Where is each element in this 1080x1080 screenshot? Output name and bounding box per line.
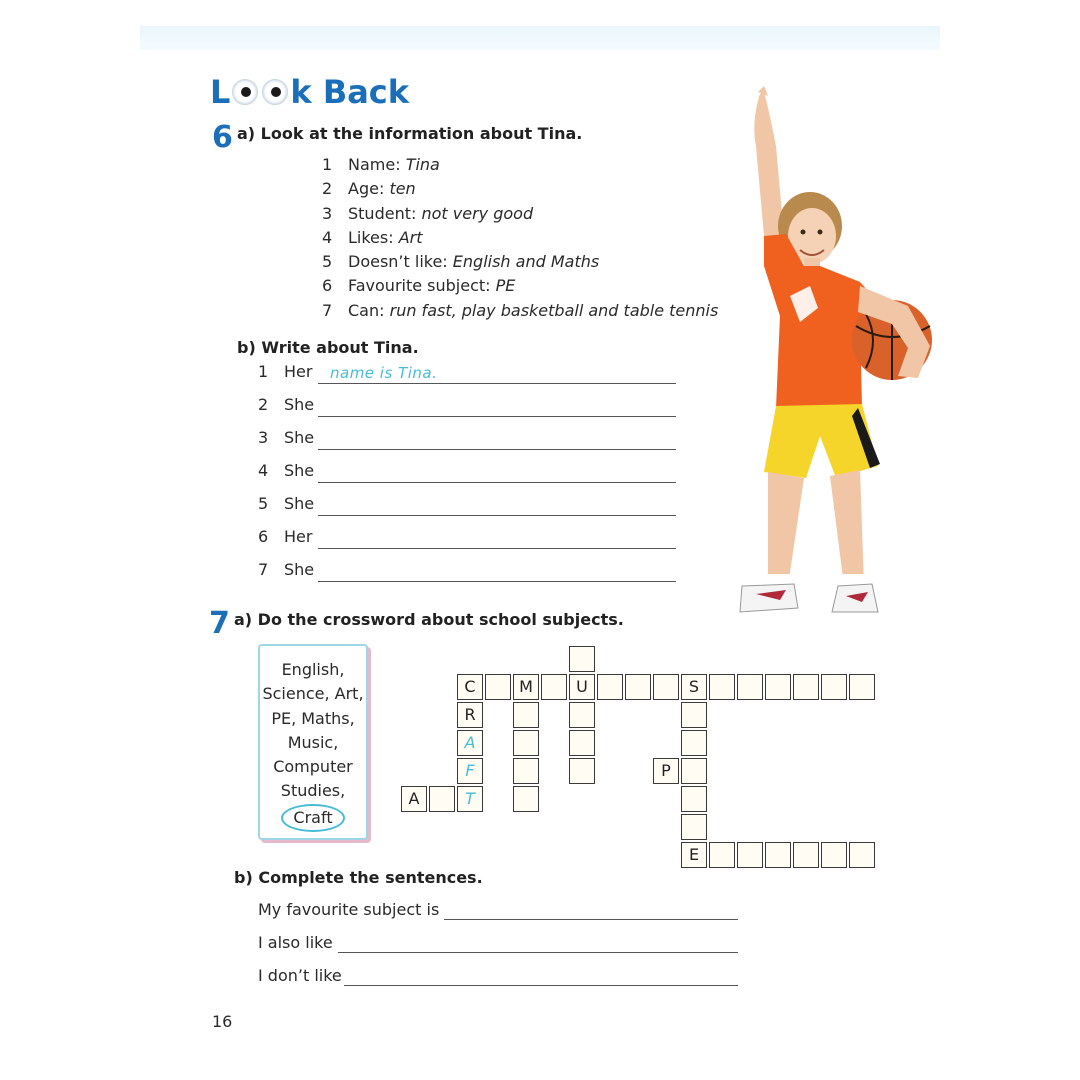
crossword-cell[interactable]	[737, 674, 763, 700]
crossword-cell[interactable]	[849, 842, 875, 868]
crossword-cell[interactable]	[513, 786, 539, 812]
crossword-cell[interactable]: P	[653, 758, 679, 784]
exercise-number: 7	[209, 606, 230, 641]
word-item: Music,	[287, 732, 339, 752]
crossword-cell[interactable]	[765, 842, 791, 868]
answer-line[interactable]	[344, 985, 738, 986]
write-row: 4 She	[258, 461, 320, 494]
eye-icon	[262, 79, 288, 105]
word-item: English,	[281, 660, 345, 679]
crossword-cell[interactable]: C	[457, 674, 483, 700]
crossword-cell[interactable]	[681, 730, 707, 756]
crossword-cell[interactable]: A	[401, 786, 427, 812]
crossword-cell[interactable]	[681, 702, 707, 728]
info-row: 6 Favourite subject: PE	[322, 276, 516, 296]
crossword-cell[interactable]	[569, 758, 595, 784]
crossword-cell[interactable]	[429, 786, 455, 812]
circled-word: Craft	[281, 804, 344, 832]
crossword-cell[interactable]	[513, 702, 539, 728]
crossword-cell[interactable]	[513, 730, 539, 756]
write-row: 3 She	[258, 428, 320, 461]
crossword-cell[interactable]: M	[513, 674, 539, 700]
info-row: 3 Student: not very good	[322, 203, 534, 223]
answer-line[interactable]	[338, 952, 738, 953]
crossword-cell[interactable]	[625, 674, 651, 700]
write-row: 5 She	[258, 494, 320, 527]
word-box	[258, 644, 368, 840]
crossword-cell[interactable]	[709, 842, 735, 868]
crossword-cell[interactable]	[569, 646, 595, 672]
sentence-row: My favourite subject is	[258, 900, 439, 933]
write-row: 6 Her	[258, 527, 320, 560]
title-prefix: L	[210, 73, 231, 111]
crossword-cell[interactable]	[821, 674, 847, 700]
crossword-cell[interactable]	[485, 674, 511, 700]
answer-line[interactable]	[318, 581, 676, 582]
write-list	[258, 362, 438, 593]
answer-line[interactable]	[318, 383, 676, 384]
info-row: 7 Can: run fast, play basketball and table tennis	[322, 300, 719, 320]
crossword-cell[interactable]	[597, 674, 623, 700]
eye-icon	[232, 79, 258, 105]
page-number: 16	[212, 1012, 233, 1031]
crossword-cell[interactable]	[569, 702, 595, 728]
crossword-cell[interactable]	[681, 786, 707, 812]
write-row: 7 She	[258, 560, 320, 593]
answer-line[interactable]	[318, 548, 676, 549]
girl-with-basketball-photo	[660, 86, 950, 626]
title-suffix: k Back	[290, 73, 410, 111]
crossword-cell[interactable]	[849, 674, 875, 700]
crossword-cell[interactable]	[709, 674, 735, 700]
info-row: 4 Likes: Art	[322, 227, 423, 247]
answer-line[interactable]	[318, 449, 676, 450]
sentence-row: I also like	[258, 933, 439, 966]
exercise-number: 6	[212, 120, 233, 155]
crossword-cell[interactable]	[569, 730, 595, 756]
exercise-7b-heading: b) Complete the sentences.	[234, 868, 483, 887]
handwritten-answer: name is Tina.	[330, 364, 438, 382]
exercise-6b-heading: b) Write about Tina.	[237, 338, 419, 357]
word-item: Computer	[273, 757, 353, 777]
crossword-cell[interactable]	[513, 758, 539, 784]
crossword-cell[interactable]	[541, 674, 567, 700]
crossword-cell[interactable]: S	[681, 674, 707, 700]
answer-line[interactable]	[444, 919, 738, 920]
write-row: 1 Her name is Tina.	[258, 362, 320, 395]
crossword-cell[interactable]	[765, 674, 791, 700]
crossword-cell[interactable]: E	[681, 842, 707, 868]
crossword-cell[interactable]	[681, 758, 707, 784]
word-item: Science, Art,	[262, 684, 364, 704]
crossword-cell[interactable]	[681, 814, 707, 840]
word-item: PE, Maths,	[271, 708, 355, 728]
crossword-cell[interactable]: A	[457, 730, 483, 756]
crossword-cell[interactable]	[821, 842, 847, 868]
page-title	[210, 72, 409, 112]
write-row: 2 She	[258, 395, 320, 428]
exercise-7a-heading: a) Do the crossword about school subjects.	[234, 610, 624, 629]
answer-line[interactable]	[318, 482, 676, 483]
crossword-cell[interactable]	[793, 674, 819, 700]
crossword-cell[interactable]	[653, 674, 679, 700]
sentence-list	[258, 900, 439, 999]
word-item: Studies,	[280, 781, 346, 801]
crossword-cell[interactable]	[793, 842, 819, 868]
exercise-6a-heading: a) Look at the information about Tina.	[237, 124, 583, 143]
sentence-row: I don’t like	[258, 966, 439, 999]
crossword-cell[interactable]: T	[457, 786, 483, 812]
crossword-cell[interactable]: F	[457, 758, 483, 784]
crossword-cell[interactable]	[737, 842, 763, 868]
info-list	[322, 153, 718, 323]
top-band	[140, 26, 940, 50]
info-row: 1 Name: Tina	[322, 155, 440, 174]
info-row: 2 Age: ten	[322, 179, 416, 199]
crossword-cell[interactable]: R	[457, 702, 483, 728]
answer-line[interactable]	[318, 515, 676, 516]
info-row: 5 Doesn’t like: English and Maths	[322, 252, 600, 272]
answer-line[interactable]	[318, 416, 676, 417]
crossword-cell[interactable]: U	[569, 674, 595, 700]
